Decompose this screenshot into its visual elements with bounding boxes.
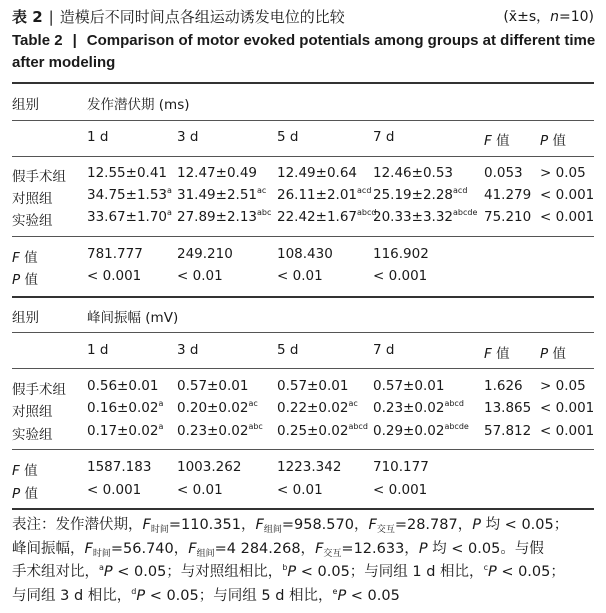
- table-cell: 0.23±0.02$^{abc}$: [177, 422, 263, 439]
- f-value-cell: 41.279: [484, 187, 532, 203]
- table-cell: 0.20±0.02$^{ac}$: [177, 399, 258, 416]
- p-column-header: P 值: [540, 133, 566, 149]
- f-row-value: 1587.183: [87, 459, 152, 475]
- p-row-value: < 0.01: [277, 482, 323, 498]
- header-rule: [12, 332, 594, 333]
- stat-n-symbol: n: [550, 9, 559, 25]
- section-divider-rule: [12, 296, 594, 298]
- stat-note: (x̄±s，n=10): [503, 9, 594, 25]
- table-cell: $20.33\pm 3.32^{abcde}$: [373, 208, 478, 225]
- p-row-value: < 0.01: [177, 482, 223, 498]
- footnote-line: 表注：发作潜伏期，$F_{时间}=110.351$，$F_{组间}=958.570$，$F_{交互}=28.787$，P 均 < 0.05；: [12, 517, 569, 535]
- f-value-cell: 0.053: [484, 165, 523, 181]
- time-column-header: 7 d: [373, 342, 395, 358]
- row-group-name: 假手术组: [12, 382, 66, 398]
- p-value-cell: < 0.001: [540, 423, 595, 439]
- f-value-cell: 75.210: [484, 209, 532, 225]
- f-row-label: F 值: [12, 250, 38, 266]
- group-column-header: 组别: [12, 310, 39, 326]
- table-cell: 0.16±0.02$^a$: [87, 399, 164, 416]
- table-cell: 0.56±0.01: [87, 378, 159, 394]
- row-group-name: 实验组: [12, 213, 53, 229]
- p-row-value: < 0.01: [177, 268, 223, 284]
- table-cell: 12.49±0.64: [277, 165, 358, 181]
- p-row-value: < 0.001: [87, 268, 142, 284]
- p-row-value: < 0.001: [87, 482, 142, 498]
- table-label-en: Table 2: [12, 32, 63, 49]
- time-column-header: 3 d: [177, 342, 199, 358]
- f-row-value: 710.177: [373, 459, 429, 475]
- p-row-value: < 0.001: [373, 268, 428, 284]
- p-row-value: < 0.001: [373, 482, 428, 498]
- f-row-value: 249.210: [177, 246, 233, 262]
- p-row-value: < 0.01: [277, 268, 323, 284]
- f-row-value: 1223.342: [277, 459, 342, 475]
- title-text-en: Comparison of motor evoked potentials among groups at different time after modeling: [12, 32, 596, 71]
- table-cell: $22.42\pm 1.67^{abcd}$: [277, 208, 377, 225]
- table-cell: 34.75±1.53$^a$: [87, 186, 172, 203]
- group-column-header: 组别: [12, 97, 39, 113]
- footnote-line: 峰间振幅，$F_{时间}=56.740$，$F_{组间}=4$ 284.268，$F_{交互}=12.633$，P 均 < 0.05。与假: [12, 540, 544, 559]
- time-column-header: 1 d: [87, 129, 109, 145]
- time-column-header: 1 d: [87, 342, 109, 358]
- p-value-cell: > 0.05: [540, 165, 586, 181]
- column-rule: [12, 368, 594, 369]
- table-cell: 33.67±1.70$^a$: [87, 208, 172, 225]
- f-column-header: F 值: [484, 346, 510, 362]
- title-text-cn: 造模后不同时间点各组运动诱发电位的比较: [59, 8, 345, 26]
- column-rule: [12, 156, 594, 157]
- footnote-line: 手术组对比，$^a$P < 0.05；与对照组相比，$^b$P < 0.05；与同组 1 d 相比，$^c$P < 0.05；: [12, 563, 565, 580]
- stat-n-value: =10: [558, 9, 589, 25]
- f-row-value: 108.430: [277, 246, 333, 262]
- row-group-name: 实验组: [12, 427, 53, 443]
- table-cell: 0.57±0.01: [177, 378, 249, 394]
- time-column-header: 5 d: [277, 129, 299, 145]
- table-title-cn: 表 2 | 造模后不同时间点各组运动诱发电位的比较: [12, 8, 345, 26]
- stats-rule: [12, 236, 594, 237]
- table-top-rule: [12, 82, 594, 84]
- stat-mean-sd: x̄±s: [508, 9, 537, 25]
- footnote-line: 与同组 3 d 相比，$^d$P < 0.05；与同组 5 d 相比，$^e$P < 0.05: [12, 586, 400, 604]
- table-label-cn: 表 2: [12, 8, 43, 26]
- table-cell: 31.49±2.51$^{ac}$: [177, 186, 267, 203]
- row-group-name: 假手术组: [12, 169, 66, 185]
- table-cell: 12.47±0.49: [177, 165, 258, 181]
- p-value-cell: < 0.001: [540, 209, 595, 225]
- measure-header: 发作潜伏期 (ms): [87, 97, 190, 113]
- f-value-cell: 1.626: [484, 378, 523, 394]
- table-cell: 0.57±0.01: [373, 378, 445, 394]
- p-column-header: P 值: [540, 346, 566, 362]
- header-rule: [12, 120, 594, 121]
- table-cell: $0.29\pm 0.02^{abcde}$: [373, 422, 469, 439]
- table-title-en: Table 2 | Comparison of motor evoked potentials among groups at different time after modeling: [12, 32, 596, 71]
- f-value-cell: 57.812: [484, 423, 532, 439]
- p-value-cell: < 0.001: [540, 400, 595, 416]
- stats-rule: [12, 449, 594, 450]
- table-cell: 0.57±0.01: [277, 378, 349, 394]
- time-column-header: 5 d: [277, 342, 299, 358]
- p-row-label: P 值: [12, 272, 38, 288]
- time-column-header: 3 d: [177, 129, 199, 145]
- table-cell: 25.19±2.28$^{acd}$: [373, 186, 468, 203]
- table-cell: $0.25\pm 0.02^{abcd}$: [277, 422, 368, 439]
- table-footnote: [12, 514, 602, 608]
- f-row-value: 116.902: [373, 246, 429, 262]
- table-bottom-rule: [12, 508, 594, 510]
- p-value-cell: < 0.001: [540, 187, 595, 203]
- f-row-value: 1003.262: [177, 459, 242, 475]
- f-row-value: 781.777: [87, 246, 143, 262]
- f-value-cell: 13.865: [484, 400, 532, 416]
- table-cell: 12.46±0.53: [373, 165, 454, 181]
- measure-header: 峰间振幅 (mV): [87, 310, 179, 326]
- table-cell: 0.17±0.02$^a$: [87, 422, 164, 439]
- stat-comma: ，: [536, 9, 551, 25]
- table-cell: 26.11±2.01$^{acd}$: [277, 186, 372, 203]
- table-cell: $0.23\pm 0.02^{abcd}$: [373, 399, 464, 416]
- p-row-label: P 值: [12, 486, 38, 502]
- row-group-name: 对照组: [12, 404, 53, 420]
- p-value-cell: > 0.05: [540, 378, 586, 394]
- f-row-label: F 值: [12, 463, 38, 479]
- f-column-header: F 值: [484, 133, 510, 149]
- row-group-name: 对照组: [12, 191, 53, 207]
- table-cell: 12.55±0.41: [87, 165, 168, 181]
- table-cell: 0.22±0.02$^{ac}$: [277, 399, 358, 416]
- table-cell: 27.89±2.13$^{abc}$: [177, 208, 272, 225]
- time-column-header: 7 d: [373, 129, 395, 145]
